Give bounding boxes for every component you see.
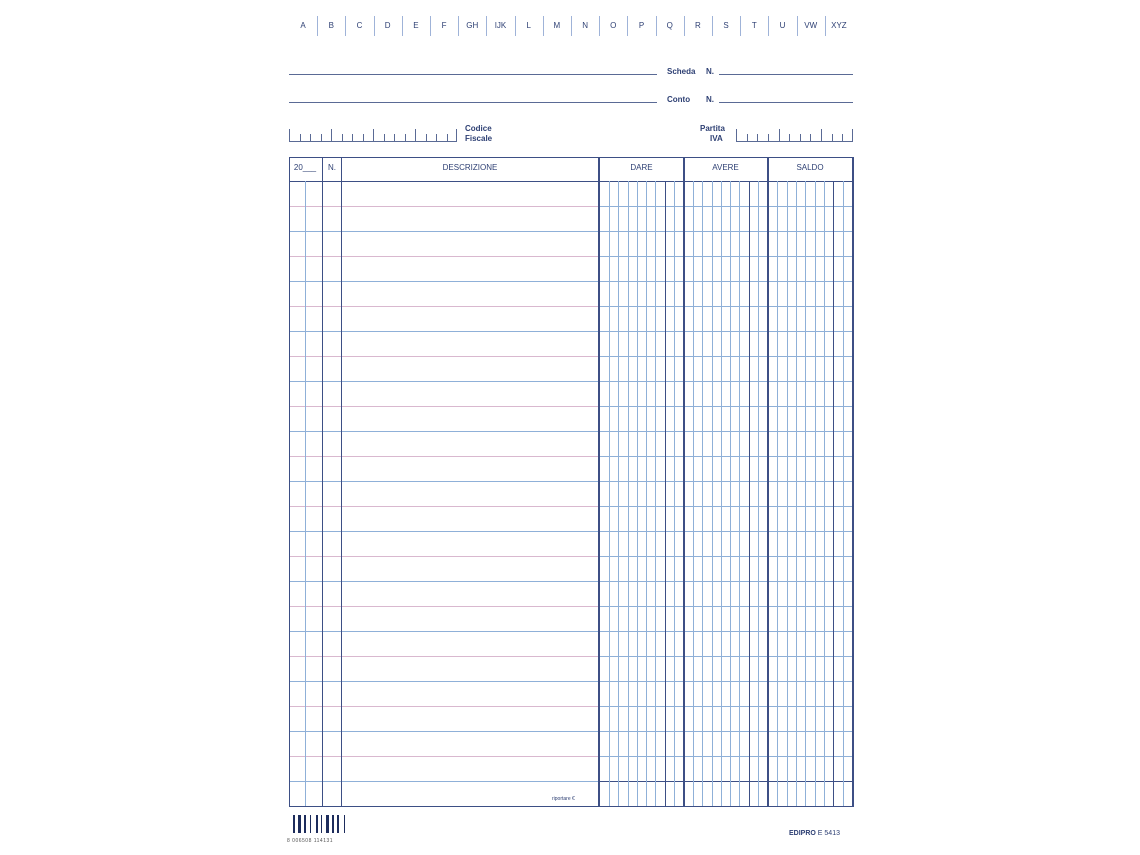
field-tick	[447, 134, 448, 141]
table-row-line	[289, 731, 598, 732]
field-tick	[832, 134, 833, 141]
name-line-1[interactable]	[289, 74, 657, 75]
col-line	[322, 157, 323, 806]
field-tick	[373, 129, 374, 141]
table-row-line	[289, 531, 598, 532]
index-tab-o[interactable]: O	[610, 21, 617, 30]
index-tab-separator	[740, 16, 741, 36]
table-row-line	[289, 306, 598, 307]
table-row-line	[289, 681, 598, 682]
digit-line	[721, 181, 722, 806]
digit-line	[758, 181, 759, 806]
barcode	[293, 815, 349, 837]
index-tab-b[interactable]: B	[328, 21, 334, 30]
table-row-line	[289, 431, 598, 432]
partita-iva-line1: Partita	[700, 124, 725, 133]
barcode-bar	[337, 815, 339, 833]
conto-label: Conto	[667, 95, 691, 104]
col-header-number: N.	[328, 163, 336, 172]
table-row-line	[289, 656, 598, 657]
digit-line	[805, 181, 806, 806]
index-tab-separator	[571, 16, 572, 36]
index-tab-separator	[797, 16, 798, 36]
table-row-line	[289, 331, 598, 332]
digit-line	[693, 181, 694, 806]
col-header-description: DESCRIZIONE	[442, 163, 498, 172]
field-tick	[768, 134, 769, 141]
table-border-bottom	[289, 806, 853, 807]
field-tick	[736, 129, 737, 141]
table-row-line	[289, 606, 598, 607]
barcode-bar	[310, 815, 311, 833]
index-tab-ijk[interactable]: IJK	[494, 21, 507, 30]
digit-line	[655, 181, 656, 806]
index-tab-f[interactable]: F	[441, 21, 447, 30]
field-tick	[852, 129, 853, 141]
digit-line	[833, 181, 834, 806]
col-line	[341, 157, 342, 806]
index-tab-d[interactable]: D	[384, 21, 391, 30]
digit-line	[665, 181, 666, 806]
digit-line	[618, 181, 619, 806]
table-row-line	[289, 481, 598, 482]
field-tick	[300, 134, 301, 141]
index-tab-separator	[543, 16, 544, 36]
codice-fiscale-line2: Fiscale	[465, 134, 493, 143]
index-tab-m[interactable]: M	[553, 21, 561, 30]
index-tab-separator	[317, 16, 318, 36]
field-tick	[352, 134, 353, 141]
partita-iva-field[interactable]	[736, 127, 853, 142]
barcode-bar	[344, 815, 345, 833]
table-row-line	[289, 556, 598, 557]
col-header-year: 20___	[293, 163, 317, 172]
codice-fiscale-field[interactable]	[289, 127, 457, 142]
digit-line	[609, 181, 610, 806]
digit-line	[712, 181, 713, 806]
index-tab-separator	[627, 16, 628, 36]
field-tick	[363, 134, 364, 141]
digit-line	[843, 181, 844, 806]
field-tick	[779, 129, 780, 141]
digit-line	[777, 181, 778, 806]
barcode-bar	[316, 815, 318, 833]
field-tick	[394, 134, 395, 141]
table-row-line	[289, 256, 598, 257]
field-tick	[310, 134, 311, 141]
table-row-line	[289, 406, 598, 407]
group-line	[852, 157, 854, 806]
index-tab-separator	[656, 16, 657, 36]
table-row-line	[289, 631, 598, 632]
field-tick	[331, 129, 332, 141]
index-tab-s[interactable]: S	[723, 21, 729, 30]
index-tab-separator	[345, 16, 346, 36]
table-row-line	[289, 781, 598, 782]
field-tick	[800, 134, 801, 141]
field-tick	[821, 129, 822, 141]
scheda-number-line[interactable]	[719, 74, 853, 75]
table-row-line	[289, 381, 598, 382]
index-tab-separator	[374, 16, 375, 36]
table-row-line	[289, 206, 598, 207]
index-tab-c[interactable]: C	[356, 21, 363, 30]
index-tab-r[interactable]: R	[695, 21, 701, 30]
index-tab-t[interactable]: T	[751, 21, 757, 30]
barcode-bar	[332, 815, 334, 833]
field-tick	[426, 134, 427, 141]
codice-fiscale-line1: Codice	[465, 124, 492, 133]
index-tab-u[interactable]: U	[779, 21, 786, 30]
field-tick	[415, 129, 416, 141]
index-tab-separator	[684, 16, 685, 36]
digit-line	[674, 181, 675, 806]
index-tab-separator	[458, 16, 459, 36]
index-tab-gh[interactable]: GH	[466, 21, 479, 30]
digit-line	[739, 181, 740, 806]
barcode-bar	[304, 815, 306, 833]
index-tab-separator	[768, 16, 769, 36]
product-code	[789, 830, 840, 837]
index-tab-separator	[515, 16, 516, 36]
digit-line	[824, 181, 825, 806]
field-tick	[321, 134, 322, 141]
table-row-line	[289, 456, 598, 457]
field-tick	[456, 129, 457, 141]
table-row-line	[289, 281, 598, 282]
col-header-avere: AVERE	[712, 163, 739, 172]
index-tab-separator	[712, 16, 713, 36]
field-tick	[747, 134, 748, 141]
digit-line	[796, 181, 797, 806]
digit-line	[787, 181, 788, 806]
table-row-line	[289, 506, 598, 507]
table-row-line	[289, 706, 598, 707]
index-tab-a[interactable]: A	[300, 21, 306, 30]
col-line	[598, 157, 600, 806]
barcode-digits: 8 006508 114131	[287, 838, 334, 844]
field-tick	[757, 134, 758, 141]
col-line	[305, 181, 306, 806]
digit-line	[646, 181, 647, 806]
index-tab-vw[interactable]: VW	[804, 21, 818, 30]
digit-line	[730, 181, 731, 806]
index-tab-e[interactable]: E	[413, 21, 419, 30]
group-line	[767, 157, 769, 806]
index-tab-separator	[825, 16, 826, 36]
barcode-bar	[298, 815, 301, 833]
carry-forward-label: riportare €	[552, 796, 575, 802]
index-tab-separator	[599, 16, 600, 36]
conto-number-line[interactable]	[719, 102, 853, 103]
digit-line	[637, 181, 638, 806]
field-tick	[405, 134, 406, 141]
index-tab-p[interactable]: P	[638, 21, 645, 30]
index-tab-xyz[interactable]: XYZ	[831, 21, 847, 30]
conto-number-label: N.	[706, 95, 714, 104]
partita-iva-line2: IVA	[710, 134, 723, 143]
field-tick	[436, 134, 437, 141]
digit-line	[815, 181, 816, 806]
table-row-line	[289, 231, 598, 232]
name-line-2[interactable]	[289, 102, 657, 103]
brand-logo: EDIPRO	[789, 830, 816, 837]
index-tab-separator	[486, 16, 487, 36]
field-tick	[289, 129, 290, 141]
digit-line	[628, 181, 629, 806]
group-line	[683, 157, 685, 806]
field-tick	[789, 134, 790, 141]
index-tab-q[interactable]: Q	[666, 21, 673, 30]
table-row-line	[289, 756, 598, 757]
digit-line	[702, 181, 703, 806]
index-tab-l[interactable]: L	[526, 21, 531, 30]
table-row-line	[289, 356, 598, 357]
field-tick	[842, 134, 843, 141]
barcode-bar	[321, 815, 322, 833]
digit-line	[749, 181, 750, 806]
col-header-saldo: SALDO	[796, 163, 824, 172]
index-tab-n[interactable]: N	[582, 21, 588, 30]
field-tick	[384, 134, 385, 141]
col-header-dare: DARE	[630, 163, 653, 172]
product-code-text: E 5413	[817, 830, 840, 837]
table-border-left	[289, 157, 290, 807]
field-tick	[810, 134, 811, 141]
index-tab-separator	[402, 16, 403, 36]
barcode-bar	[293, 815, 295, 833]
scheda-label: Scheda	[667, 67, 696, 76]
index-tab-separator	[430, 16, 431, 36]
table-row-line	[289, 581, 598, 582]
scheda-number-label: N.	[706, 67, 714, 76]
barcode-bar	[326, 815, 329, 833]
field-tick	[342, 134, 343, 141]
